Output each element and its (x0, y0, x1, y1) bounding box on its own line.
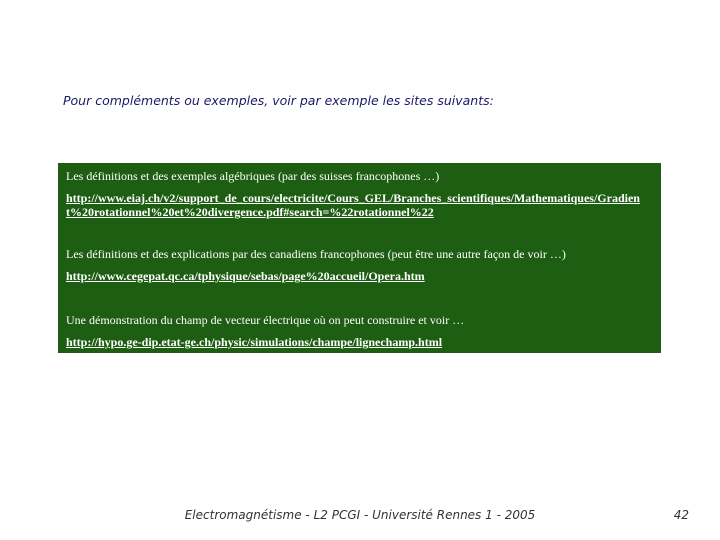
link-url-2[interactable]: http://www.cegepat.qc.ca/tphysique/sebas/page%20accueil/Opera.htm (66, 269, 425, 283)
link-description-1: Les définitions et des exemples algébriques (par des suisses francophones …) (66, 169, 440, 183)
links-box (58, 163, 661, 353)
link-url-3[interactable]: http://hypo.ge-dip.etat-ge.ch/physic/simulations/champe/lignechamp.html (66, 335, 443, 349)
link-description-2: Les définitions et des explications par des canadiens francophones (peut être une autre façon de voir …) (66, 247, 566, 261)
link-description-3: Une démonstration du champ de vecteur électrique où on peut construire et voir … (66, 313, 465, 327)
intro-text: Pour compléments ou exemples, voir par exemple les sites suivants: (63, 93, 494, 108)
link-url-1[interactable]: http://www.eiaj.ch/v2/support_de_cours/electricite/Cours_GEL/Branches_scientifiques/Mathematiques/Gradient%20rotationnel%20et%20divergence.pdf#search=%22rotationnel%22 (66, 191, 640, 219)
slide-footer: Electromagnétisme - L2 PCGI - Université Rennes 1 - 2005 (184, 508, 536, 522)
page-number: 42 (673, 508, 689, 522)
